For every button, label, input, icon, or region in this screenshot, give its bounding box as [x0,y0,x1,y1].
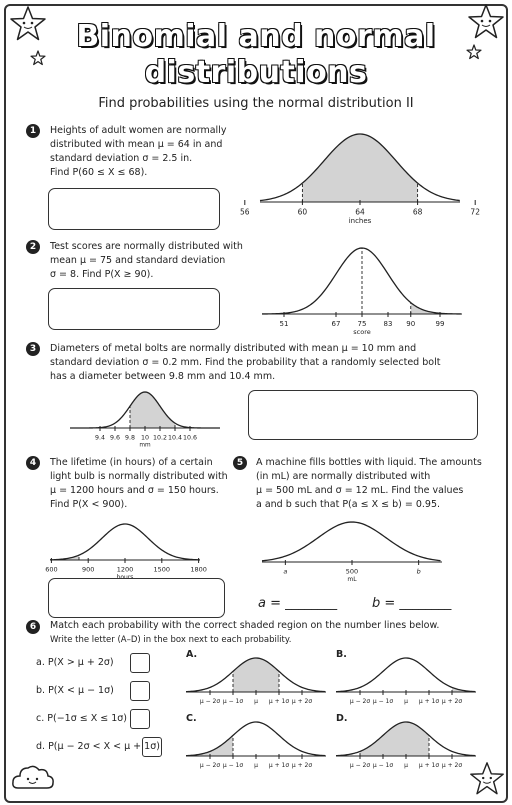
graph-letter-a: A. [186,649,198,660]
match-graph-b [336,656,476,712]
normal-curve-graph-2 [262,244,462,336]
question-4-text [50,456,250,512]
question-4-line: light bulb is normally distributed with [50,471,228,482]
tick-label: 1800 [190,565,207,574]
tick-label: a [283,567,288,576]
unit-label: mL [347,576,357,583]
tick-label: μ + 1σ [418,762,440,769]
answer-checkbox-d[interactable] [142,737,162,757]
question-number-1: 1 [26,124,40,138]
unit-label: inches [348,217,372,225]
tick-label: μ + 1σ [418,698,440,705]
tick-label: μ [254,762,258,769]
tick-label: 83 [383,320,393,328]
tick-label: μ [404,762,408,769]
tick-label: 9.4 [94,434,106,442]
star-icon [466,2,506,42]
page-subtitle: Find probabilities using the normal distribution II [98,96,414,111]
tick-label: 1500 [153,565,171,574]
question-4-line: μ = 1200 hours and σ = 150 hours. [50,485,219,496]
graph-letter-d: D. [336,713,348,724]
question-number-2: 2 [26,240,40,254]
match-item-c: c. P(−1σ ≤ X ≤ 1σ) [36,713,128,724]
bell-curve [336,658,475,692]
question-5-line: (in mL) are normally distributed with [256,471,431,482]
question-5-line: a and b such that P(a ≤ X ≤ b) = 0.95. [256,499,441,510]
tick-label: 75 [357,320,367,328]
question-4-line: Find P(X < 900). [50,499,128,510]
tick-label: 1200 [116,565,134,574]
answer-box-1[interactable] [48,188,220,230]
tick-label: 10.2 [152,434,168,442]
shaded-region [233,658,279,692]
tick-label: μ + 1σ [268,762,290,769]
question-1-line: standard deviation σ = 2.5 in. [50,153,193,164]
answer-b-field[interactable]: b = ________ [372,596,452,611]
shaded-region [186,735,233,756]
tick-label: μ − 1σ [222,762,244,769]
graph-letter-b: B. [336,649,347,660]
match-graph-d [336,720,476,776]
tick-label: 500 [345,567,359,576]
tick-label: 10 [140,434,150,442]
tick-label: 56 [240,207,250,217]
tick-label: 68 [412,207,423,217]
answer-checkbox-b[interactable] [130,681,150,701]
question-3-line: has a diameter between 9.8 mm and 10.4 mm. [50,371,276,382]
question-5-line: A machine fills bottles with liquid. The amounts [256,457,482,468]
unit-label: mm [139,442,151,449]
normal-curve-graph-3 [70,388,220,452]
tick-label: 51 [279,320,289,328]
tick-label: 64 [355,207,365,217]
question-3-line: standard deviation σ = 0.2 mm. Find the probability that a randomly selected bolt [50,357,441,368]
answer-box-2[interactable] [48,288,220,330]
match-item-a: a. P(X > μ + 2σ) [36,657,114,668]
normal-curve-graph-5 [262,520,442,586]
page-title-line-2: distributions [144,55,368,90]
answer-box-3[interactable] [248,390,478,440]
tick-label: μ + 2σ [291,762,313,769]
question-2-line: mean μ = 75 and standard deviation [50,255,226,266]
tick-label: 60 [297,207,308,217]
tick-label: μ − 2σ [349,698,371,705]
tick-label: μ − 2σ [349,762,371,769]
tick-label: 900 [81,565,95,574]
tick-label: μ − 2σ [199,698,221,705]
question-number-6: 6 [26,620,40,634]
tick-label: μ + 2σ [291,698,313,705]
tick-label: μ + 2σ [441,698,463,705]
question-2-line: Test scores are normally distributed with [50,241,243,252]
answer-checkbox-c[interactable] [130,709,150,729]
question-5-text [256,456,496,512]
shaded-region [302,134,417,202]
question-4-line: The lifetime (in hours) of a certain [50,457,213,468]
answer-checkbox-a[interactable] [130,653,150,673]
tick-label: 10.6 [182,434,198,442]
tick-label: 9.8 [124,434,136,442]
question-1-line: distributed with mean μ = 64 in and [50,139,223,150]
question-3-text [50,342,490,384]
question-number-3: 3 [26,342,40,356]
match-item-b: b. P(X < μ − 1σ) [36,685,114,696]
question-1-text [50,124,250,180]
bell-curve [262,522,441,561]
question-number-5: 5 [233,456,247,470]
question-1-line: Heights of adult women are normally [50,125,227,136]
tick-label: 9.6 [109,434,121,442]
question-2-text [50,240,250,282]
tick-label: 67 [331,320,341,328]
tick-label: μ − 2σ [199,762,221,769]
tick-label: 72 [470,207,480,217]
question-1-line: Find P(60 ≤ X ≤ 68). [50,167,148,178]
tick-label: b [416,567,421,576]
match-item-d: d. P(μ − 2σ < X < μ + 1σ) [36,741,160,752]
tick-label: μ [254,698,258,705]
tick-label: 600 [45,565,58,574]
tick-label: μ − 1σ [372,698,394,705]
question-number-4: 4 [26,456,40,470]
tick-label: μ − 1σ [222,698,244,705]
tick-label: μ + 2σ [441,762,463,769]
tick-label: 99 [435,320,445,328]
graph-letter-c: C. [186,713,197,724]
question-2-line: σ = 8. Find P(X ≥ 90). [50,269,154,280]
question-3-line: Diameters of metal bolts are normally distributed with mean μ = 10 mm and [50,343,417,354]
bell-curve [186,722,325,756]
normal-curve-graph-4 [45,520,207,582]
tick-label: μ + 1σ [268,698,290,705]
bell-curve [50,524,200,560]
normal-curve-graph-1 [240,126,480,226]
question-6-text: Match each probability with the correct shaded region on the number lines below. [50,620,440,631]
question-5-line: μ = 500 mL and σ = 12 mL. Find the values [256,485,464,496]
bell-curve [262,248,461,314]
match-graph-c [186,720,326,776]
question-6-instruction: Write the letter (A–D) in the box next to each probability. [50,635,292,645]
match-graph-a [186,656,326,712]
tick-label: μ − 1σ [372,762,394,769]
page-title-line-1: Binomial and normal [76,19,436,54]
cloud-icon [10,760,56,794]
answer-box-4[interactable] [48,578,225,618]
tick-label: 90 [406,320,416,328]
tick-label: 10.4 [167,434,183,442]
answer-a-field[interactable]: a = ________ [258,596,338,611]
tick-label: μ [404,698,408,705]
unit-label: score [353,328,371,336]
